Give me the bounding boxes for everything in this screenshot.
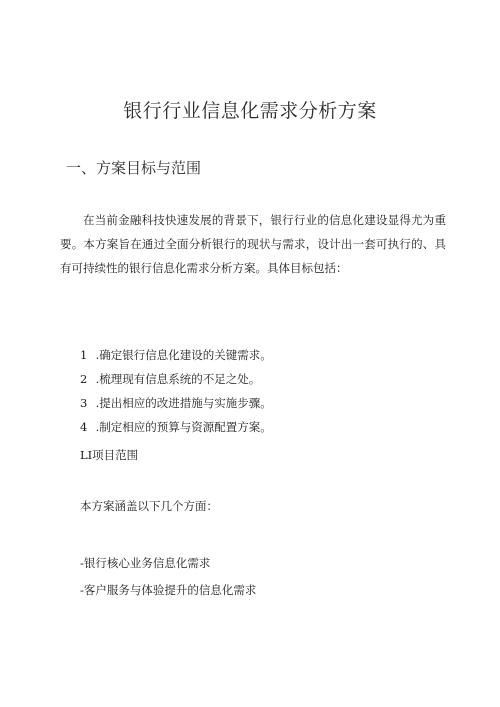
goal-number: 1 [80, 348, 88, 362]
goal-text: .提出相应的改进措施与实施步骤。 [95, 396, 272, 410]
goal-text: .梳理现有信息系统的不足之处。 [95, 372, 261, 386]
scope-list [80, 550, 256, 604]
goal-item [80, 415, 440, 439]
subsection-heading: LI项目范围 [80, 448, 139, 462]
goal-number: 3 [80, 396, 88, 410]
goal-item [80, 367, 440, 391]
scope-item: -银行核心业务信息化需求 [80, 556, 211, 570]
goal-item [80, 343, 440, 367]
scope-item: -客户服务与体验提升的信息化需求 [80, 583, 257, 597]
scope-intro: 本方案涵盖以下几个方面： [80, 499, 218, 513]
goal-number: 4 [80, 420, 88, 434]
intro-paragraph: 在当前金融科技快速发展的背景下，银行行业的信息化建设显得尤为重要。本方案旨在通过全面分析银行的现状与需求，设计出一套可执行的、具有可持续性的银行信息化需求分析方案。具体目标包括： [60, 213, 446, 275]
goal-text: .确定银行信息化建设的关键需求。 [95, 348, 272, 362]
section-heading: 一、方案目标与范围 [66, 159, 202, 177]
goal-item [80, 391, 440, 415]
goals-list [80, 343, 440, 439]
document-title: 银行行业信息化需求分析方案 [123, 100, 377, 122]
goal-number: 2 [80, 372, 88, 386]
goal-text: .制定相应的预算与资源配置方案。 [95, 420, 272, 434]
